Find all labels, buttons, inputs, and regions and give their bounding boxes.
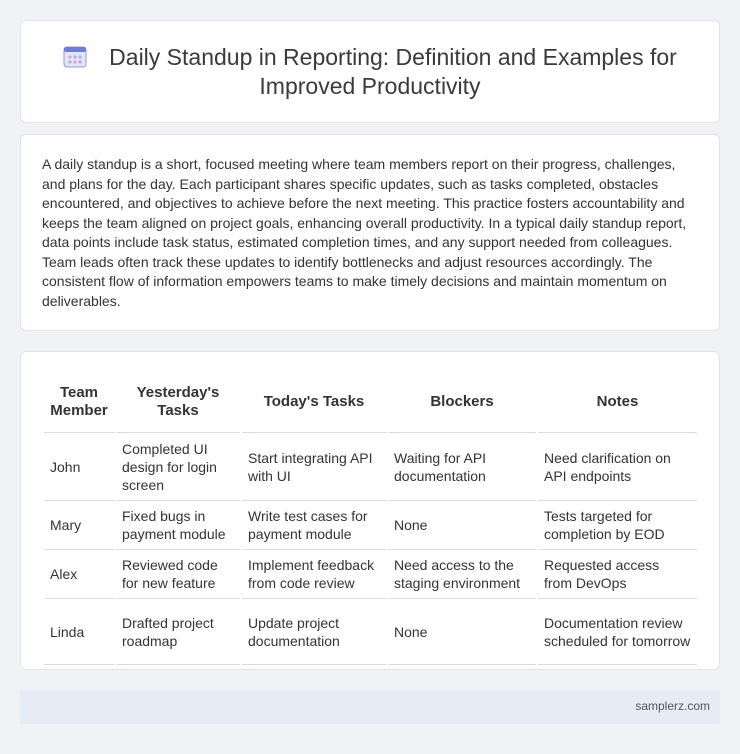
cell-member: Mary <box>44 501 114 550</box>
header-todays-tasks: Today's Tasks <box>242 371 386 433</box>
header-blockers: Blockers <box>388 371 536 433</box>
page-title-block <box>21 43 719 101</box>
cell-member: John <box>44 433 114 501</box>
cell-member: Linda <box>44 599 114 665</box>
cell-blockers: Need access to the staging environment <box>388 550 536 599</box>
header-notes: Notes <box>538 371 697 433</box>
table-row <box>44 433 697 501</box>
cell-today: Implement feedback from code review <box>242 550 386 599</box>
cell-notes: Tests targeted for completion by EOD <box>538 501 697 550</box>
table-row <box>44 599 697 665</box>
cell-today: Write test cases for payment module <box>242 501 386 550</box>
calendar-icon <box>63 44 87 68</box>
header-yesterdays-tasks: Yesterday's Tasks <box>116 371 240 433</box>
table-header-row <box>44 371 697 433</box>
cell-blockers: None <box>388 599 536 665</box>
footer-bar <box>20 690 720 724</box>
table-row <box>44 550 697 599</box>
intro-paragraph: A daily standup is a short, focused meeting where team members report on their progress, challenges, and plans for the day. Each participant shares specific updates, such as tasks completed, obstacles encountered, and objectives to achieve before the next meeting. This practice fosters accountability and keeps the team aligned on project goals, enhancing overall productivity. In a typical daily standup report, data points include task status, estimated completion times, and any support needed from colleagues. Team leads often track these updates to identify bottlenecks and adjust resources accordingly. The consistent flow of information empowers teams to make timely decisions and maintain momentum on deliverables. <box>42 156 687 309</box>
cell-yesterday: Completed UI design for login screen <box>116 433 240 501</box>
header-team-member: Team Member <box>44 371 114 433</box>
cell-notes: Documentation review scheduled for tomorrow <box>538 599 697 665</box>
table-row <box>44 501 697 550</box>
page-title: Daily Standup in Reporting: Definition and Examples for Improved Productivity <box>109 44 677 99</box>
title-card <box>20 20 720 123</box>
cell-yesterday: Reviewed code for new feature <box>116 550 240 599</box>
standup-table <box>42 371 699 665</box>
cell-member: Alex <box>44 550 114 599</box>
cell-blockers: Waiting for API documentation <box>388 433 536 501</box>
cell-notes: Need clarification on API endpoints <box>538 433 697 501</box>
footer-site-link[interactable]: samplerz.com <box>635 699 710 713</box>
cell-yesterday: Fixed bugs in payment module <box>116 501 240 550</box>
intro-card <box>20 134 720 331</box>
cell-notes: Requested access from DevOps <box>538 550 697 599</box>
cell-today: Start integrating API with UI <box>242 433 386 501</box>
cell-yesterday: Drafted project roadmap <box>116 599 240 665</box>
cell-today: Update project documentation <box>242 599 386 665</box>
cell-blockers: None <box>388 501 536 550</box>
standup-table-card <box>20 351 720 670</box>
